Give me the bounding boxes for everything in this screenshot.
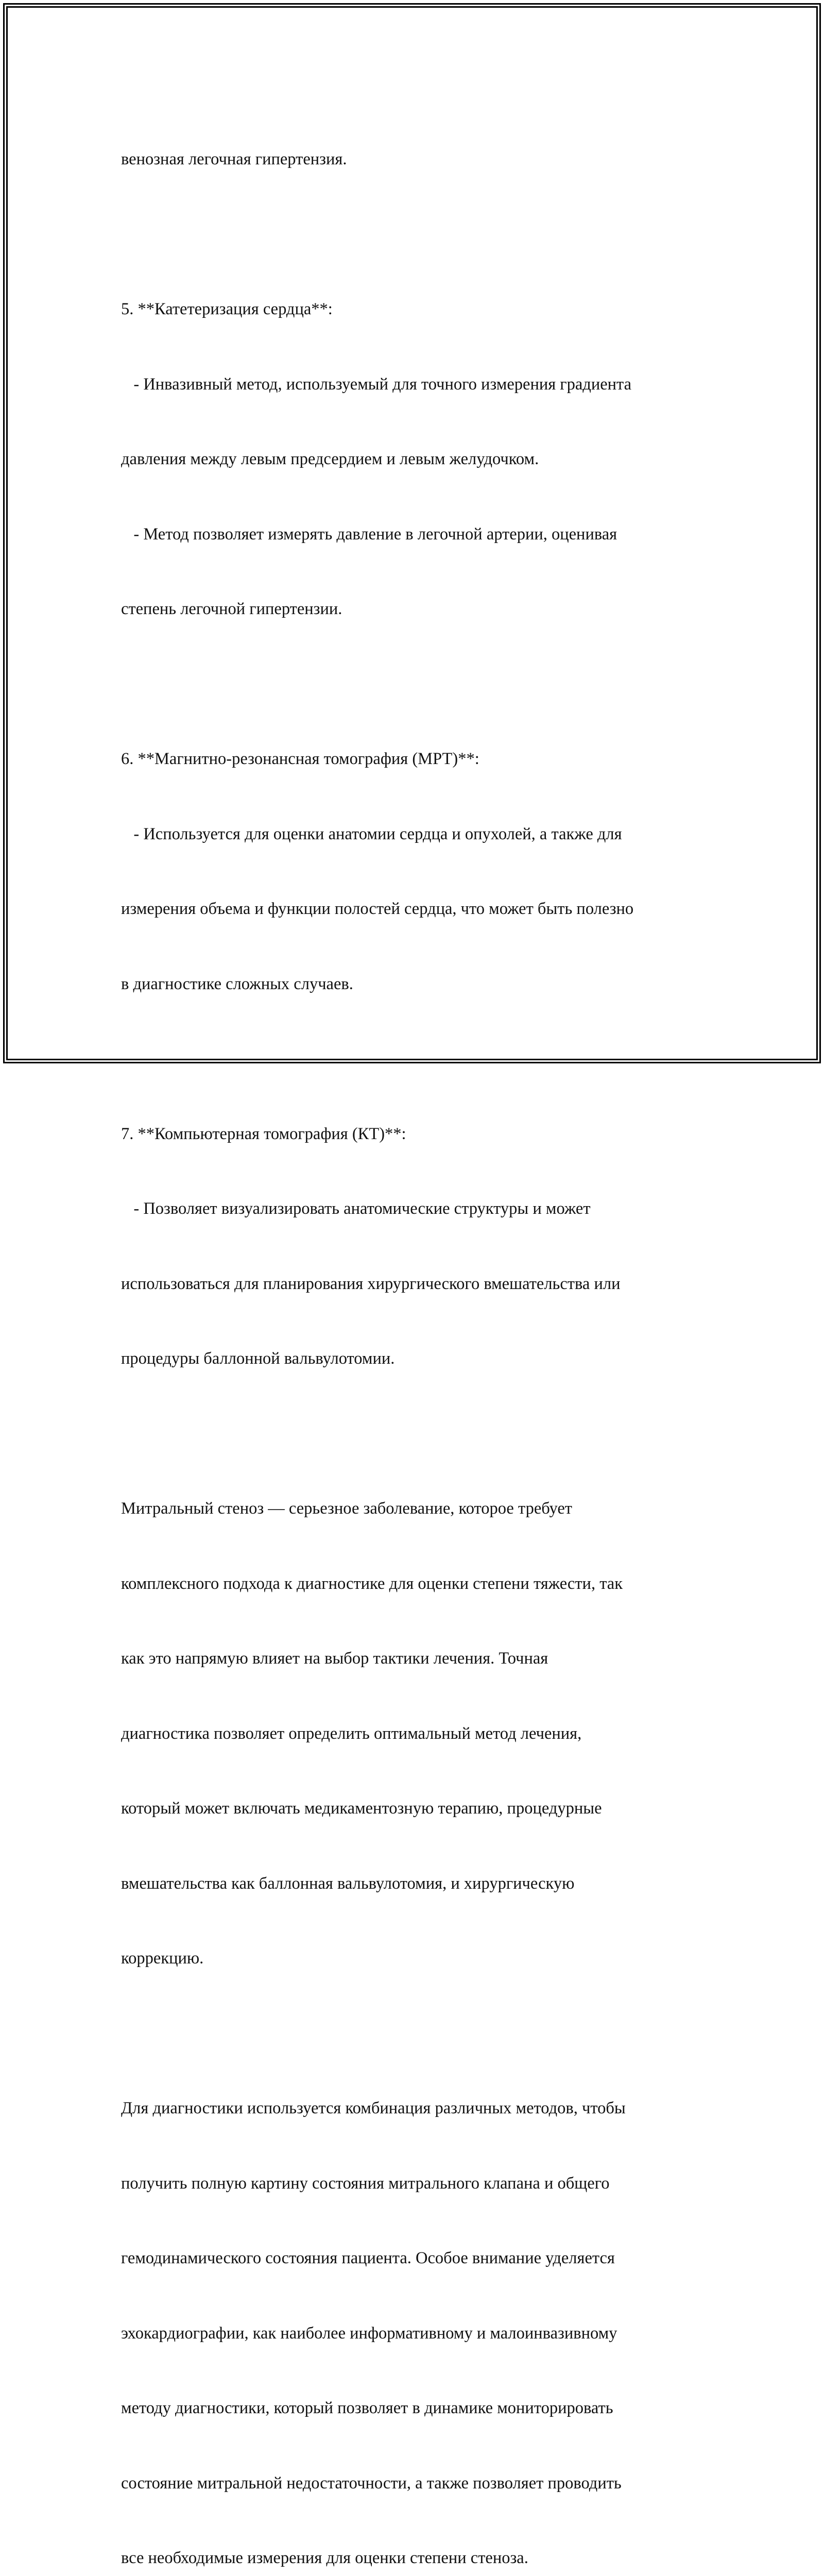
text-line: получить полную картину состояния митрального клапана и общего <box>121 2174 610 2193</box>
list-item-mri <box>121 697 713 1046</box>
text-line: комплексного подхода к диагностике для оценки степени тяжести, так <box>121 1574 623 1593</box>
text-line: использоваться для планирования хирургического вмешательства или <box>121 1274 621 1293</box>
text-line: Митральный стеноз — серьезное заболевание, которое требует <box>121 1499 573 1518</box>
text-line: коррекцию. <box>121 1949 204 1968</box>
list-item-heading: 5. **Катетеризация сердца**: <box>121 300 333 318</box>
document-page <box>121 97 713 2576</box>
text-line: вмешательства как баллонная вальвулотомия, и хирургическую <box>121 1874 575 1893</box>
text-line: - Используется для оценки анатомии сердца и опухолей, а также для <box>121 824 622 843</box>
text-line: - Позволяет визуализировать анатомические структуры и может <box>121 1199 591 1218</box>
text-line: - Инвазивный метод, используемый для точного измерения градиента <box>121 375 632 394</box>
list-item-heading: 6. **Магнитно-резонансная томография (МРТ)**: <box>121 750 479 768</box>
text-line: как это напрямую влияет на выбор тактики лечения. Точная <box>121 1649 548 1668</box>
list-item-heading: 7. **Компьютерная томография (КТ)**: <box>121 1124 406 1143</box>
text-line: в диагностике сложных случаев. <box>121 974 353 993</box>
paragraph-continuation <box>121 97 713 222</box>
text-line: давления между левым предсердием и левым желудочком. <box>121 450 539 468</box>
text-line: методу диагностики, который позволяет в динамике мониторировать <box>121 2399 613 2417</box>
text-line: эхокардиографии, как наиболее информативному и малоинвазивному <box>121 2324 617 2343</box>
text-line: измерения объема и функции полостей сердца, что может быть полезно <box>121 900 634 918</box>
paragraph-diagnostics <box>121 2046 713 2576</box>
paragraph-mitral-stenosis <box>121 1446 713 2021</box>
text-line: состояние митральной недостаточности, а также позволяет проводить <box>121 2473 622 2493</box>
text-line: все необходимые измерения для оценки степени стеноза. <box>121 2549 528 2567</box>
text-line: Для диагностики используется комбинация различных методов, чтобы <box>121 2099 626 2117</box>
text-line: венозная легочная гипертензия. <box>121 150 347 168</box>
text-line: степень легочной гипертензии. <box>121 600 342 618</box>
text-line: гемодинамического состояния пациента. Особое внимание уделяется <box>121 2249 615 2267</box>
text-line: - Метод позволяет измерять давление в легочной артерии, оценивая <box>121 524 617 544</box>
text-line: процедуры баллонной вальвулотомии. <box>121 1349 395 1368</box>
list-item-catheterization <box>121 247 713 672</box>
list-item-ct <box>121 1072 713 1421</box>
text-line: который может включать медикаментозную терапию, процедурные <box>121 1799 602 1818</box>
text-line: диагностика позволяет определить оптимальный метод лечения, <box>121 1724 582 1743</box>
